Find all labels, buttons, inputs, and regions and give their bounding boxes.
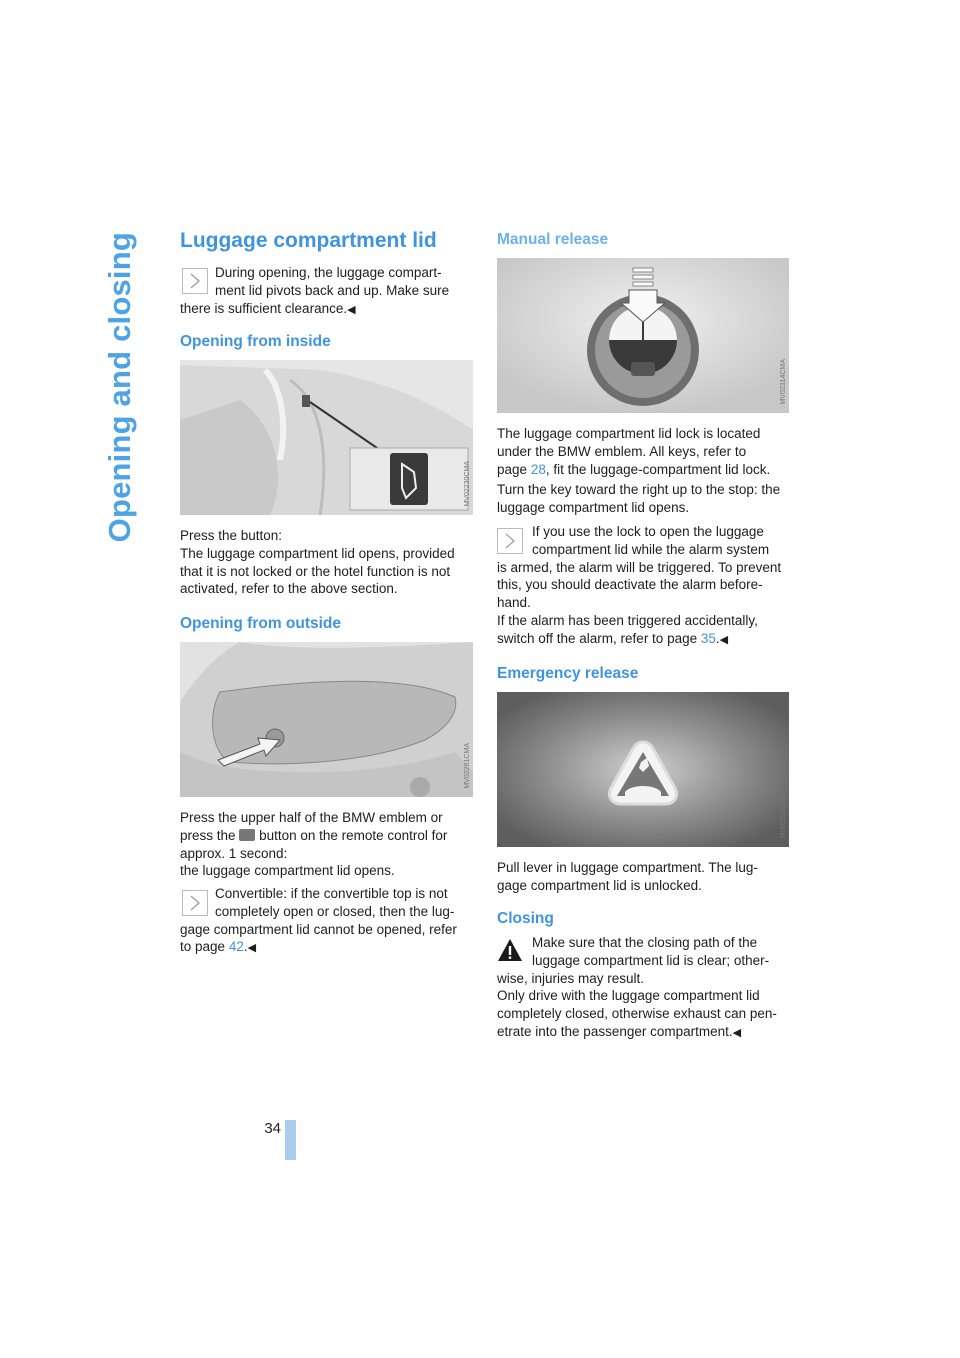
heading-opening-from-outside: Opening from outside	[180, 615, 342, 632]
warning-line: Only drive with the luggage compartment lid	[497, 988, 760, 1004]
note-line: this, you should deactivate the alarm before-	[497, 577, 763, 593]
figure-code: MV02316CMA	[780, 793, 787, 839]
text-fragment: button on the remote control for	[259, 827, 448, 843]
figure-code: MV02314CMA	[780, 359, 787, 405]
end-mark: ◀	[719, 633, 729, 646]
text-fragment: .	[243, 939, 248, 955]
text-fragment: press the	[180, 827, 236, 843]
text-fragment: , fit the luggage-compartment lid lock.	[545, 461, 771, 477]
text-fragment: page	[497, 461, 528, 477]
text-line: activated, refer to the above section.	[180, 581, 398, 597]
warning-line: Make sure that the closing path of the	[532, 935, 758, 950]
note-line: If the alarm has been triggered accidentally,	[497, 612, 758, 628]
warning-line: completely closed, otherwise exhaust can pen-	[497, 1006, 777, 1022]
end-mark: ◀	[247, 942, 257, 955]
heading-closing: Closing	[497, 910, 554, 927]
text-line: the luggage compartment lid opens.	[180, 863, 395, 879]
section-sidebar-title	[102, 232, 162, 922]
figure-emblem-lock	[497, 258, 789, 413]
text-line: Pull lever in luggage compartment. The lug-	[497, 860, 758, 875]
figure-emergency-lever	[497, 692, 789, 847]
note-line: ment lid pivots back and up. Make sure	[215, 282, 450, 298]
page-reference-link[interactable]: 28	[530, 461, 546, 477]
warning-line: luggage compartment lid is clear; other-	[532, 952, 770, 968]
note-line: is armed, the alarm will be triggered. To prevent	[497, 559, 782, 575]
manual-text	[497, 425, 792, 517]
sidebar-title-text: Opening and closing	[102, 232, 137, 543]
warning-line: wise, injuries may result.	[497, 970, 645, 986]
figure-interior-button	[180, 360, 473, 515]
note-line: If you use the lock to open the luggage	[532, 524, 764, 539]
text-line: luggage compartment lid opens.	[497, 500, 690, 516]
note-line: hand.	[497, 595, 531, 611]
text-fragment: .	[715, 630, 720, 646]
inside-text	[180, 527, 475, 598]
figure-code: MV02281CMA	[464, 743, 471, 789]
note-line: compartment lid while the alarm system	[532, 541, 770, 557]
text-line: under the BMW emblem. All keys, refer to	[497, 443, 747, 459]
alarm-note	[497, 523, 792, 650]
figure-trunk-lid	[180, 642, 473, 797]
heading-luggage-compartment-lid: Luggage compartment lid	[180, 229, 437, 252]
text-fragment: to page	[180, 939, 226, 955]
intro-note	[180, 264, 470, 319]
remote-trunk-button-icon	[239, 829, 255, 841]
note-line: gage compartment lid cannot be opened, refer	[180, 921, 457, 937]
heading-opening-from-inside: Opening from inside	[180, 333, 331, 350]
page-number: 34	[264, 1120, 281, 1137]
text-line: Press the upper half of the BMW emblem or	[180, 810, 443, 825]
text-line: approx. 1 second:	[180, 845, 288, 861]
end-mark: ◀	[732, 1026, 742, 1039]
note-line: During opening, the luggage compart-	[215, 265, 442, 280]
heading-manual-release: Manual release	[497, 231, 609, 248]
figure-code: MV02230CMA	[464, 461, 471, 507]
outside-text	[180, 809, 475, 880]
text-fragment: switch off the alarm, refer to page	[497, 630, 698, 646]
end-mark: ◀	[347, 303, 356, 316]
note-line: there is sufficient clearance.	[180, 300, 348, 316]
text-line: Press the button:	[180, 528, 283, 543]
closing-warning	[497, 934, 792, 1043]
page-reference-link[interactable]: 42	[228, 939, 244, 955]
note-line: completely open or closed, then the lug-	[215, 903, 455, 919]
page-number-bar	[285, 1120, 296, 1160]
text-line: that it is not locked or the hotel function is not	[180, 563, 451, 579]
emergency-text	[497, 859, 792, 895]
note-line: Convertible: if the convertible top is not	[215, 886, 448, 901]
text-line: Turn the key toward the right up to the stop: the	[497, 482, 781, 498]
warning-line: etrate into the passenger compartment.	[497, 1023, 733, 1039]
text-line: gage compartment lid is unlocked.	[497, 877, 702, 893]
text-line: The luggage compartment lid opens, provided	[180, 545, 455, 561]
convertible-note	[180, 885, 475, 958]
page-reference-link[interactable]: 35	[700, 630, 716, 646]
heading-emergency-release: Emergency release	[497, 665, 639, 682]
text-line: The luggage compartment lid lock is located	[497, 426, 761, 441]
